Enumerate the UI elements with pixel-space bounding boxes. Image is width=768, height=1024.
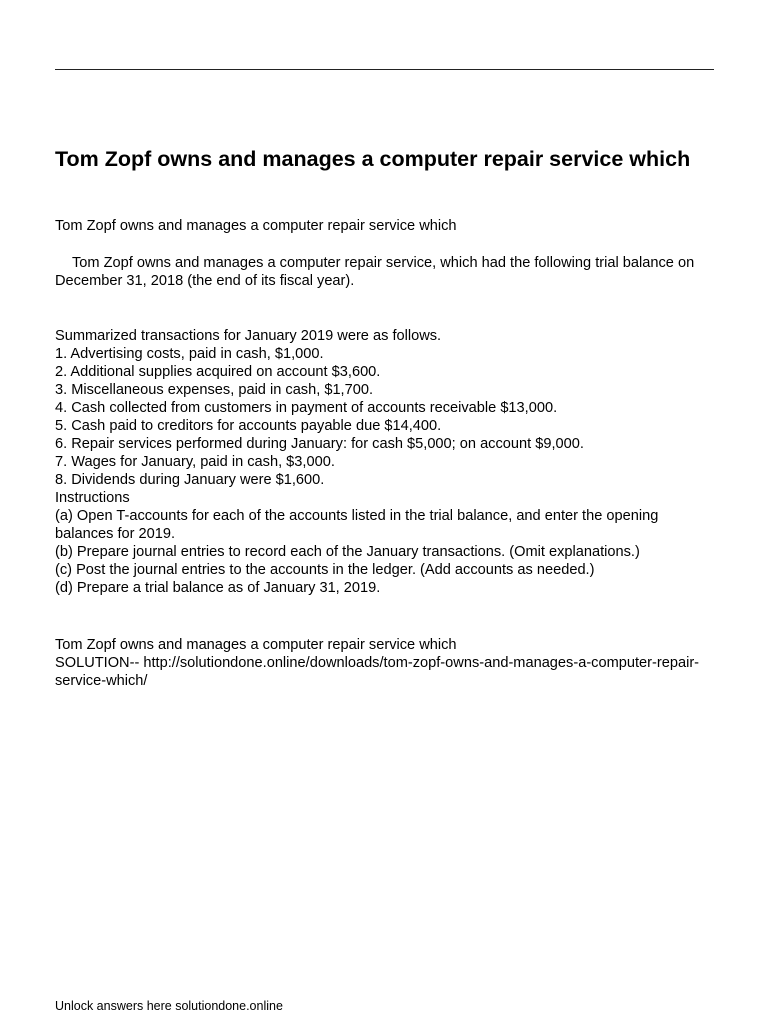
transaction-item: 8. Dividends during January were $1,600. bbox=[55, 472, 325, 488]
solution-section bbox=[55, 636, 720, 690]
transaction-item: 6. Repair services performed during January: for cash $5,000; on account $9,000. bbox=[55, 436, 584, 452]
top-divider bbox=[55, 69, 714, 70]
subtitle: Tom Zopf owns and manages a computer repair service which bbox=[55, 218, 457, 234]
instruction-item: (c) Post the journal entries to the accounts in the ledger. (Add accounts as needed.) bbox=[55, 562, 595, 578]
footer-text: Unlock answers here solutiondone.online bbox=[55, 999, 283, 1013]
transaction-item: 3. Miscellaneous expenses, paid in cash, $1,700. bbox=[55, 382, 374, 398]
transaction-item: 2. Additional supplies acquired on account $3,600. bbox=[55, 364, 381, 380]
instruction-item: (a) Open T-accounts for each of the accounts listed in the trial balance, and enter the opening balances for 2019. bbox=[55, 508, 659, 542]
transaction-item: 5. Cash paid to creditors for accounts payable due $14,400. bbox=[55, 418, 442, 434]
transactions-section bbox=[55, 327, 720, 597]
intro-paragraph bbox=[55, 254, 720, 290]
instruction-item: (d) Prepare a trial balance as of January 31, 2019. bbox=[55, 580, 381, 596]
solution-link[interactable]: http://solutiondone.online/downloads/tom-zopf-owns-and-manages-a-computer-repair-service-which/ bbox=[55, 655, 700, 689]
transaction-item: 1. Advertising costs, paid in cash, $1,000. bbox=[55, 346, 324, 362]
page-title: Tom Zopf owns and manages a computer repair service which bbox=[55, 147, 691, 171]
transactions-heading: Summarized transactions for January 2019 were as follows. bbox=[55, 328, 442, 344]
solution-line bbox=[55, 654, 720, 690]
intro-text: Tom Zopf owns and manages a computer repair service, which had the following trial balance on December 31, 2018 (the end of its fiscal year). bbox=[55, 255, 695, 289]
transaction-item: 4. Cash collected from customers in payment of accounts receivable $13,000. bbox=[55, 400, 558, 416]
instructions-heading: Instructions bbox=[55, 490, 130, 506]
transaction-item: 7. Wages for January, paid in cash, $3,000. bbox=[55, 454, 335, 470]
solution-prefix: SOLUTION-- bbox=[55, 655, 144, 671]
instruction-item: (b) Prepare journal entries to record each of the January transactions. (Omit explanations.) bbox=[55, 544, 640, 560]
solution-title: Tom Zopf owns and manages a computer repair service which bbox=[55, 637, 457, 653]
